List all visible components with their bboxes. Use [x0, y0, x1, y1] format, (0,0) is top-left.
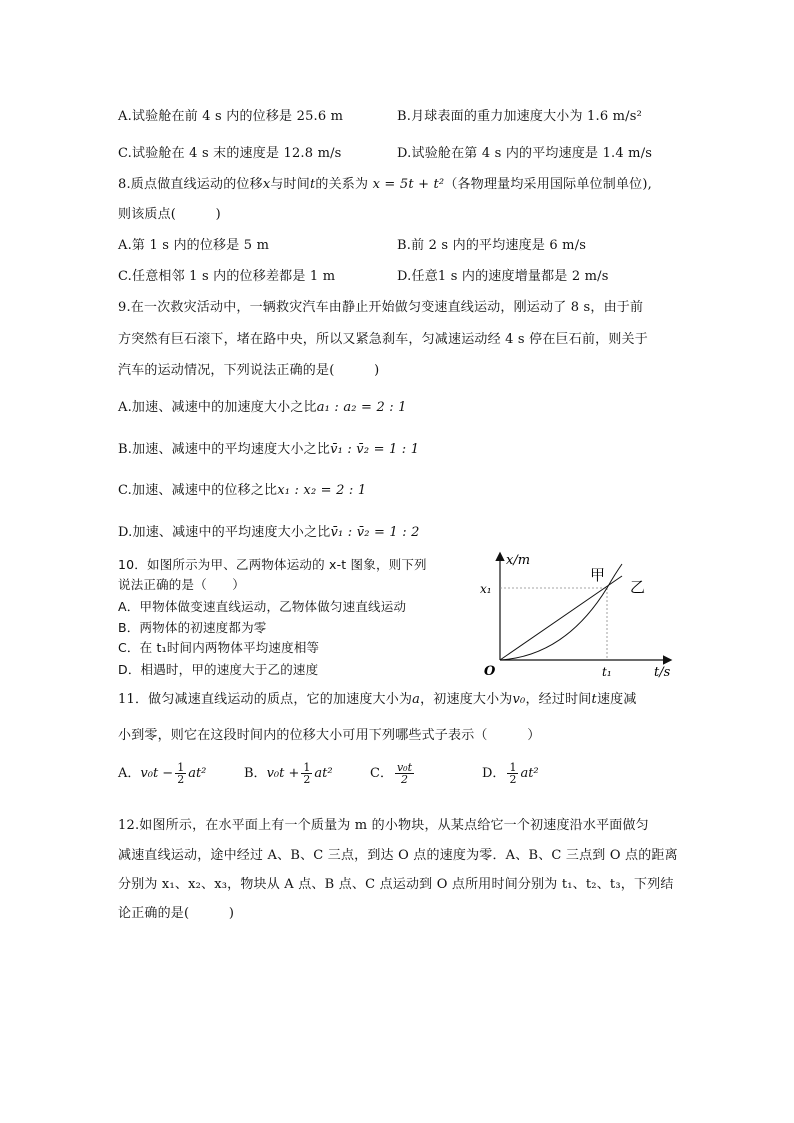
- q11-option-d: [482, 762, 539, 785]
- q10-option-d: D．相遇时，甲的速度大于乙的速度: [118, 662, 319, 677]
- q11-option-a-post: at²: [188, 766, 207, 781]
- q11-option-b-pre: v₀t +: [266, 766, 300, 781]
- q8-option-a: A.第 1 s 内的位移是 5 m: [118, 238, 270, 253]
- q11-option-b-label: B．: [244, 766, 267, 781]
- q11-var-v0: v₀: [512, 692, 526, 707]
- q11-option-a: [118, 762, 206, 785]
- q11-option-b: [244, 762, 333, 785]
- q9-option-a: [118, 399, 407, 417]
- q10-option-b: B．两物体的初速度都为零: [118, 620, 267, 635]
- fraction-half: [175, 762, 186, 785]
- q11-var-t: t: [591, 692, 597, 707]
- q9-option-b-text: B.加速、减速中的平均速度大小之比: [118, 442, 331, 457]
- q11-option-c-label: C．: [370, 766, 393, 781]
- q8-stem-line1: [118, 176, 652, 194]
- q12-stem-line2: 减速直线运动，途中经过 A、B、C 三点，到达 O 点的速度为零．A、B、C 三点到 O 点的距离: [118, 848, 678, 863]
- q8-option-d: D.任意1 s 内的速度增量都是 2 m/s: [397, 269, 609, 284]
- q9-option-b-math: v̄₁ : v̄₂ = 1 : 1: [330, 442, 420, 457]
- frac-num: 1: [509, 761, 517, 774]
- q9-option-d-math: v̄₁ : v̄₂ = 1 : 2: [330, 525, 420, 540]
- y-axis-label: x/m: [506, 553, 531, 568]
- q11-stem-line2: 小到零，则它在这段时间内的位移大小可用下列哪些式子表示（ ）: [118, 728, 541, 743]
- fraction-half: [301, 762, 312, 785]
- t1-label: t₁: [602, 665, 612, 679]
- frac-den: 2: [177, 773, 185, 786]
- q9-option-c-text: C.加速、减速中的位移之比: [118, 483, 278, 498]
- q11-stem-text2: ，初速度大小为: [420, 692, 513, 707]
- q7-option-d: D.试验舱在第 4 s 内的平均速度是 1.4 m/s: [397, 146, 653, 161]
- q9-option-c-math: x₁ : x₂ = 2 : 1: [277, 483, 367, 498]
- q8-option-c: C.任意相邻 1 s 内的位移差都是 1 m: [118, 269, 336, 284]
- q8-option-b: B.前 2 s 内的平均速度是 6 m/s: [397, 238, 587, 253]
- q11-option-d-post: at²: [520, 766, 539, 781]
- q11-option-a-pre: v₀t −: [140, 766, 174, 781]
- q8-stem-line2: 则该质点( ): [118, 207, 221, 222]
- jia-label: 甲: [590, 566, 606, 584]
- frac-den: 2: [400, 773, 408, 786]
- q8-stem-text4: （各物理量均采用国际单位制单位),: [444, 177, 652, 192]
- frac-den: 2: [509, 773, 517, 786]
- q8-var-t: t: [309, 177, 316, 192]
- x1-label: x₁: [480, 582, 492, 596]
- q10-option-a: A．甲物体做变速直线运动，乙物体做匀速直线运动: [118, 599, 407, 614]
- q8-var-x: x: [262, 177, 271, 192]
- q8-formula: x = 5t + t²: [372, 177, 445, 192]
- yi-label: 乙: [630, 578, 646, 596]
- curve-yi: [500, 576, 622, 660]
- q11-var-a: a: [412, 692, 421, 707]
- q11-stem-text4: 速度减: [596, 692, 637, 707]
- q9-option-a-math: a₁ : a₂ = 2 : 1: [316, 400, 407, 415]
- q11-option-a-label: A．: [118, 766, 141, 781]
- q7-option-b: B.月球表面的重力加速度大小为 1.6 m/s²: [397, 109, 643, 124]
- q11-stem-line1: [118, 691, 637, 709]
- frac-num: v₀t: [396, 761, 412, 774]
- q8-stem-text2: 与时间: [270, 177, 310, 192]
- q12-stem-line3: 分别为 x₁、x₂、x₃，物块从 A 点、B 点、C 点运动到 O 点所用时间分别为 t₁、t₂、t₃，下列结: [118, 877, 674, 892]
- q9-option-c: [118, 482, 366, 500]
- q9-stem-line2: 方突然有巨石滚下，堵在路中央，所以又紧急刹车，匀减速运动经 4 s 停在巨石前，则关于: [118, 332, 648, 347]
- x-axis-label: t/s: [654, 665, 671, 680]
- q8-stem-text1: 8.质点做直线运动的位移: [118, 177, 263, 192]
- q9-stem-line3: 汽车的运动情况，下列说法正确的是( ): [118, 363, 380, 378]
- q10-stem-line1: 10．如图所示为甲、乙两物体运动的 x-t 图象，则下列: [118, 557, 427, 572]
- q9-option-b: [118, 441, 419, 459]
- q11-option-b-post: at²: [314, 766, 333, 781]
- q8-stem-text3: 的关系为: [315, 177, 369, 192]
- q12-stem-line4: 论正确的是( ): [118, 906, 235, 921]
- q10-xt-graph: [470, 548, 682, 684]
- q11-stem-text1: 11．做匀减速直线运动的质点，它的加速度大小为: [118, 692, 413, 707]
- q9-option-d: [118, 524, 420, 542]
- q10-option-c: C．在 t₁时间内两物体平均速度相等: [118, 640, 320, 655]
- frac-num: 1: [177, 761, 185, 774]
- frac-den: 2: [303, 773, 311, 786]
- q9-option-d-text: D.加速、减速中的平均速度大小之比: [118, 525, 331, 540]
- fraction-half: [507, 762, 518, 785]
- frac-num: 1: [303, 761, 311, 774]
- q7-option-a: A.试验舱在前 4 s 内的位移是 25.6 m: [118, 109, 344, 124]
- q11-option-c: [370, 762, 416, 785]
- q9-option-a-text: A.加速、减速中的加速度大小之比: [118, 400, 317, 415]
- q9-stem-line1: 9.在一次救灾活动中，一辆救灾汽车由静止开始做匀变速直线运动，刚运动了 8 s，由于前: [118, 300, 644, 315]
- origin-label: O: [484, 664, 496, 679]
- q11-option-d-label: D．: [482, 766, 506, 781]
- q11-stem-text3: ，经过时间: [525, 692, 592, 707]
- fraction-v0t-over-2: [395, 762, 414, 785]
- q12-stem-line1: 12.如图所示，在水平面上有一个质量为 m 的小物块，从某点给它一个初速度沿水平面做匀: [118, 818, 649, 833]
- q10-stem-line2: 说法正确的是（ ）: [118, 577, 246, 592]
- q7-option-c: C.试验舱在 4 s 末的速度是 12.8 m/s: [118, 146, 342, 161]
